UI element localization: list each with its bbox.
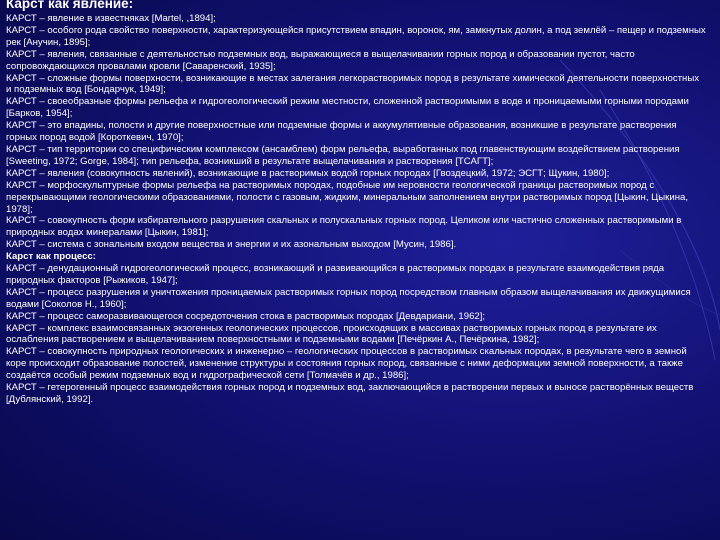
definition-item: КАРСТ – сложные формы поверхности, возникающие в местах залегания легкорастворимых пород в результате химической деятельности поверхностных и подземных вод [Бондарчук, 1949];: [6, 72, 700, 96]
definition-item: КАРСТ – процесс разрушения и уничтожения проницаемых растворимых горных пород посредством главным образом выщелачивания их движущимися водами [Соколов Н., 1960];: [6, 286, 691, 310]
definition-item: КАРСТ – явление в известняках [Martel, ,1894];: [6, 13, 216, 24]
definition-item: КАРСТ – гетерогенный процесс взаимодействия горных пород и подземных вод, заключающийся в растворении первых и выносе растворённых веществ [Дублянский, 1992].: [6, 382, 694, 405]
definition-item: КАРСТ – система с зональным входом вещества и энергии и их азональным выходом [Мусин, 1986].: [6, 239, 457, 251]
definition-item: КАРСТ – своеобразные формы рельефа и гидрогеологический режим местности, сложенной растворимыми в воде и проницаемыми горными породами [Барков, 1954];: [6, 96, 689, 120]
definition-item: КАРСТ – процесс саморазвивающегося сосредоточения стока в растворимых породах [Девдариани, 1962];: [6, 310, 486, 322]
slide-content: [6, 0, 706, 406]
definition-item: КАРСТ – совокупность природных геологических и инженерно – геологических процессов в растворимых скальных породах, в результате чего в земной коре происходит образование полостей, изменение структуры и состояния горных пород, связанные с ними деформации земной поверхности, а также создаётся особый режим подземных вод и гидрографической сети [Толмачёв и др., 1986];: [6, 346, 687, 382]
definition-item: КАРСТ – денудационный гидрогеологический процесс, возникающий и развивающийся в растворимых породах в результате взаимодействия ряда природных факторов [Рыжиков, 1947];: [6, 263, 665, 286]
process-heading: Карст как процесс:: [6, 251, 96, 263]
slide-heading: Карст как явление:: [6, 0, 134, 11]
definition-item: КАРСТ – тип территории со специфическим комплексом (ансамблем) форм рельефа, выработанных под главенствующим воздействием растворения [Sweeting, 1972; Gorge, 1984]; тип рельефа, возникший в результате выщелачивания и растворения [ТСАГТ];: [6, 143, 680, 167]
definition-item: КАРСТ – комплекс взаимосвязанных экзогенных геологических процессов, происходящих в массивах растворимых горных пород в результате их ослабления растворением и выщелачиванием поверхностными и подземными водами [Печёркин А., Печёркина, 1982];: [6, 322, 657, 346]
definition-item: КАРСТ – это впадины, полости и другие поверхностные или подземные формы и аккумулятивные образования, возникшие в результате растворения горных пород водой [Короткевич, 1970];: [6, 120, 677, 144]
definition-item: КАРСТ – особого рода свойство поверхности, характеризующейся присутствием впадин, воронок, ям, замкнутых долин, а под землёй – пещер и подземных рек [Анучин, 1895];: [6, 24, 706, 48]
process-definitions: [6, 263, 706, 406]
phenomenon-definitions: [6, 13, 706, 251]
definition-item: КАРСТ – морфоскульптурные формы рельефа на растворимых породах, подобные им неровности геологической границы растворимых пород с перекрывающими геологическими образованиями, полости с газовым, жидким, минеральным заполнением внутри растворимых пород [Цыкин, Цыкина, 1978];: [6, 179, 688, 215]
definition-item: КАРСТ – совокупность форм избирательного разрушения скальных и полускальных горных пород. Целиком или частично сложенных растворимыми в природных водах минералами [Цыкин, 1981];: [6, 215, 682, 239]
definition-item: КАРСТ – явления (совокупность явлений), возникающие в растворимых водой горных породах [Гвоздецкий, 1972; ЭСГТ; Щукин, 1980];: [6, 167, 610, 179]
definition-item: КАРСТ – явления, связанные с деятельностью подземных вод, выражающиеся в выщелачивании горных пород и образовании пустот, часто сопровождающихся провалами кровли [Саваренский, 1935];: [6, 48, 635, 72]
